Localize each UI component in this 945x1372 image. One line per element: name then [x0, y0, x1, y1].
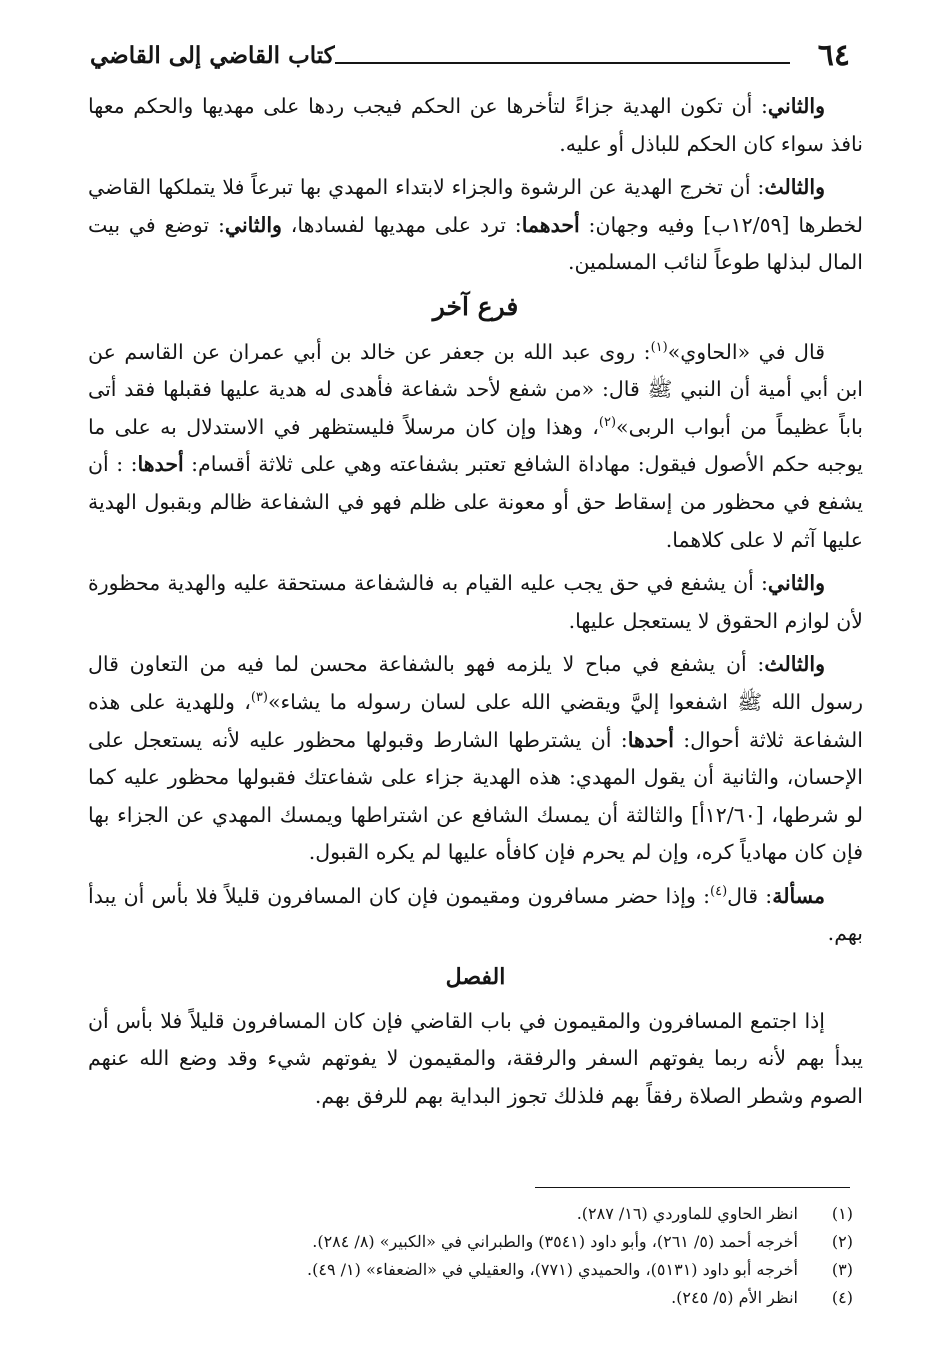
footnote-number: (٣): [831, 1260, 853, 1279]
paragraph-text: : وإذا حضر مسافرون ومقيمون فإن كان المسافرون قليلاً فلا بأس أن يبدأ بهم.: [88, 883, 863, 946]
paragraph-third-type: [88, 646, 863, 872]
paragraph-second-type: [88, 565, 863, 640]
footnote-ref: (٣): [250, 690, 268, 706]
footnote-text: انظر الحاوي للماوردي (١٦/ ٢٨٧).: [576, 1204, 798, 1223]
main-text: [88, 88, 863, 1121]
bold-term: أحدهما: [521, 212, 580, 237]
section-heading: فرع آخر: [432, 291, 519, 321]
footnote-text: أخرجه أبو داود (٥١٣١)، والحميدي (٧٧١)، والعقيلي في «الضعفاء» (١/ ٤٩).: [307, 1260, 798, 1279]
paragraph-text: ، وهذا وإن كان مرسلاً فليستظهر في الاستدلال به على ما يوجبه حكم الأصول فيقول: مهاداة الشافع تعتبر بشفاعته وهي على ثلاثة أقسام:: [88, 414, 863, 477]
paragraph-text: : أن يشفع في مباح لا يلزمه فهو بالشفاعة محسن لما فيه من التعاون قال رسول الله ﷺ اشفعوا إليَّ ويقضي الله على لسان رسوله ما يشاء»: [88, 652, 863, 714]
book-title: كتاب القاضي إلى القاضي: [90, 42, 335, 69]
paragraph-text: ، وللهدية على هذه الشفاعة ثلاثة أحوال:: [88, 689, 863, 752]
footnote-rule: [535, 1187, 850, 1188]
paragraph-lead: والثاني: [767, 571, 825, 596]
footnote-ref: (٤): [710, 884, 728, 900]
section-heading: الفصل: [445, 964, 506, 991]
paragraph-text: : توضع في بيت المال لبذلها طوعاً لنائب المسلمين.: [88, 212, 863, 275]
footnote-number: (١): [831, 1204, 853, 1223]
paragraph-lead: والثالث: [764, 652, 825, 677]
footnote: [90, 1256, 853, 1284]
bold-term: أحدها: [137, 452, 184, 477]
footnote: [90, 1200, 853, 1228]
paragraph-text: : روى عبد الله بن جعفر عن خالد بن أبي عمران عن القاسم عن ابن أبي أمية أن النبي ﷺ قال: «من شفع لأحد شفاعة فأهدى له هدية عليها فقبلها فقد أتى باباً عظيماً من أبواب الربى»: [88, 339, 863, 439]
footnote-ref: (٢): [598, 414, 617, 430]
paragraph-fasl: [88, 1003, 863, 1116]
paragraph-text: : أن تخرج الهدية عن الرشوة والجزاء لابتداء المهدي بها تبرعاً فلا يتملكها القاضي لخطرها [١٢/٥٩ب] وفيه وجهان:: [88, 175, 863, 237]
header-rule: [335, 62, 790, 64]
bold-term: أحدها: [627, 727, 674, 752]
footnote-text: انظر الأم (٥/ ٢٤٥).: [671, 1288, 798, 1307]
footnote-number: (٤): [831, 1288, 853, 1307]
bold-term: والثاني: [224, 212, 282, 237]
running-head: [90, 38, 850, 78]
paragraph-second-case: [88, 88, 863, 163]
footnote: [90, 1284, 853, 1312]
footnotes: [90, 1200, 853, 1312]
paragraph-third-case: [88, 169, 863, 282]
paragraph-text: : : أن يشفع في محظور من إسقاط حق أو معونة على ظلم فهو في الشفاعة ظالم وبقبول الهدية عليها آثم لا على كلاهما.: [88, 452, 863, 552]
paragraph-lead: والثالث: [764, 175, 825, 200]
paragraph-text: : أن تكون الهدية جزاءً لتأخرها عن الحكم فيجب ردها على مهديها والحكم معها نافذ سواء كان الحكم للباذل أو عليه.: [88, 94, 863, 156]
footnote-number: (٢): [831, 1232, 853, 1251]
paragraph-text: : أن يشفع في حق يجب عليه القيام به فالشفاعة مستحقة عليه والهدية محظورة لأن لوازم الحقوق لا يستعجل عليها.: [88, 571, 863, 633]
paragraph-text: : ترد على مهديها لفسادها،: [281, 212, 522, 237]
paragraph-text: إذا اجتمع المسافرون والمقيمون في باب القاضي فإن كان المسافرون قليلاً فلا بأس أن يبدأ بهم لأنه ربما يفوتهم السفر والرفقة، والمقيمون لا يفوتهم شيء وقد وضع الله عنهم الصوم وشطر الصلاة رفقاً بهم فلذلك تجوز البداية بهم للرفق بهم.: [88, 1008, 863, 1108]
paragraph-masala: [88, 878, 863, 953]
paragraph-text: قال في «الحاوي»: [667, 339, 825, 364]
paragraph-hawi-quote: [88, 334, 863, 560]
footnote: [90, 1228, 853, 1256]
footnote-text: أخرجه أحمد (٥/ ٢٦١)، وأبو داود (٣٥٤١) والطبراني في «الكبير» (٨/ ٢٨٤).: [312, 1232, 798, 1251]
paragraph-lead: مسألة: [772, 883, 825, 908]
paragraph-text: : أن يشترطها الشارط وقبولها محظور عليه لأنه يستعجل على الإحسان، والثانية أن يقول المهدي: هذه الهدية جزاء على شفاعتك فقبولها محظور عليه كما لو شرطها، [١٢/٦٠أ] والثالثة أن يمسك الشافع عن اشتراطها ويمسك المهدي عن الجزاء بها فإن كان مهادياً كره، وإن لم يحرم فإن كافأه عليها لم يكره القبول.: [88, 727, 864, 865]
paragraph-text: : قال: [727, 883, 773, 908]
footnote-ref: (١): [650, 339, 668, 355]
page-number: ٦٤: [817, 38, 850, 73]
paragraph-lead: والثاني: [767, 94, 825, 118]
